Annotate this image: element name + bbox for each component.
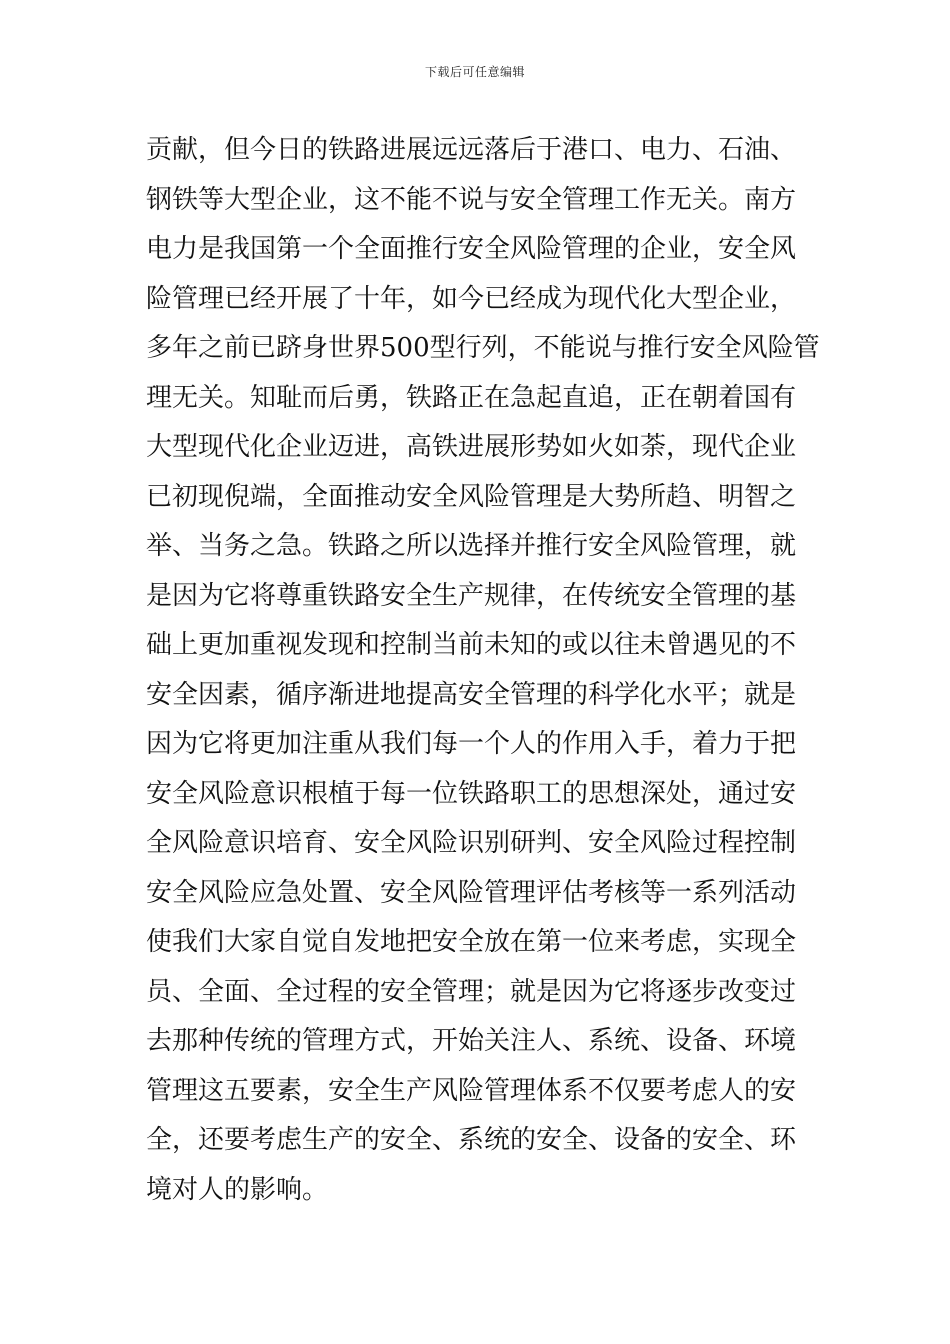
text-line: 全风险意识培育、安全风险识别研判、安全风险过程控制 [146,828,797,858]
text-line: 理无关。知耻而后勇，铁路正在急起直追，正在朝着国有 [146,382,797,413]
text-line: 安全因素，循序渐进地提高安全管理的科学化水平；就是 [146,679,797,710]
text-line: 全，还要考虑生产的安全、系统的安全、设备的安全、环 [146,1125,797,1155]
text-line: 电力是我国第一个全面推行安全风险管理的企业，安全风 [146,234,797,264]
text-line: 贡献，但今日的铁路进展远远落后于港口、电力、石油、 [146,135,797,165]
text-line: 大型现代化企业迈进，高铁进展形势如火如荼，现代企业 [146,432,797,462]
text-line: 员、全面、全过程的安全管理；就是因为它将逐步改变过 [146,976,797,1007]
text-line: 已初现倪端，全面推动安全风险管理是大势所趋、明智之 [146,481,797,512]
text-line: 因为它将更加注重从我们每一个人的作用入手，着力于把 [146,729,797,759]
text-line: 险管理已经开展了十年，如今已经成为现代化大型企业， [146,283,797,314]
text-line: 安全风险意识根植于每一位铁路职工的思想深处，通过安 [146,778,797,809]
text-line: 举、当务之急。铁路之所以选择并推行安全风险管理，就 [146,531,797,561]
page-header: 下载后可任意编辑 [424,65,525,79]
text-line: 去那种传统的管理方式，开始关注人、系统、设备、环境 [146,1026,797,1056]
text-line: 安全风险应急处置、安全风险管理评估考核等一系列活动 [146,877,797,908]
body-paragraph [146,126,820,1215]
text-line: 多年之前已跻身世界500型行列，不能说与推行安全风险管 [146,333,820,363]
text-line: 是因为它将尊重铁路安全生产规律，在传统安全管理的基 [146,580,797,611]
text-line: 管理这五要素，安全生产风险管理体系不仅要考虑人的安 [146,1075,797,1106]
text-line: 钢铁等大型企业，这不能不说与安全管理工作无关。南方 [146,184,797,215]
text-line: 使我们大家自觉自发地把安全放在第一位来考虑，实现全 [146,927,797,957]
text-line: 境对人的影响。 [146,1174,329,1205]
text-line: 础上更加重视发现和控制当前未知的或以往未曾遇见的不 [146,630,797,660]
